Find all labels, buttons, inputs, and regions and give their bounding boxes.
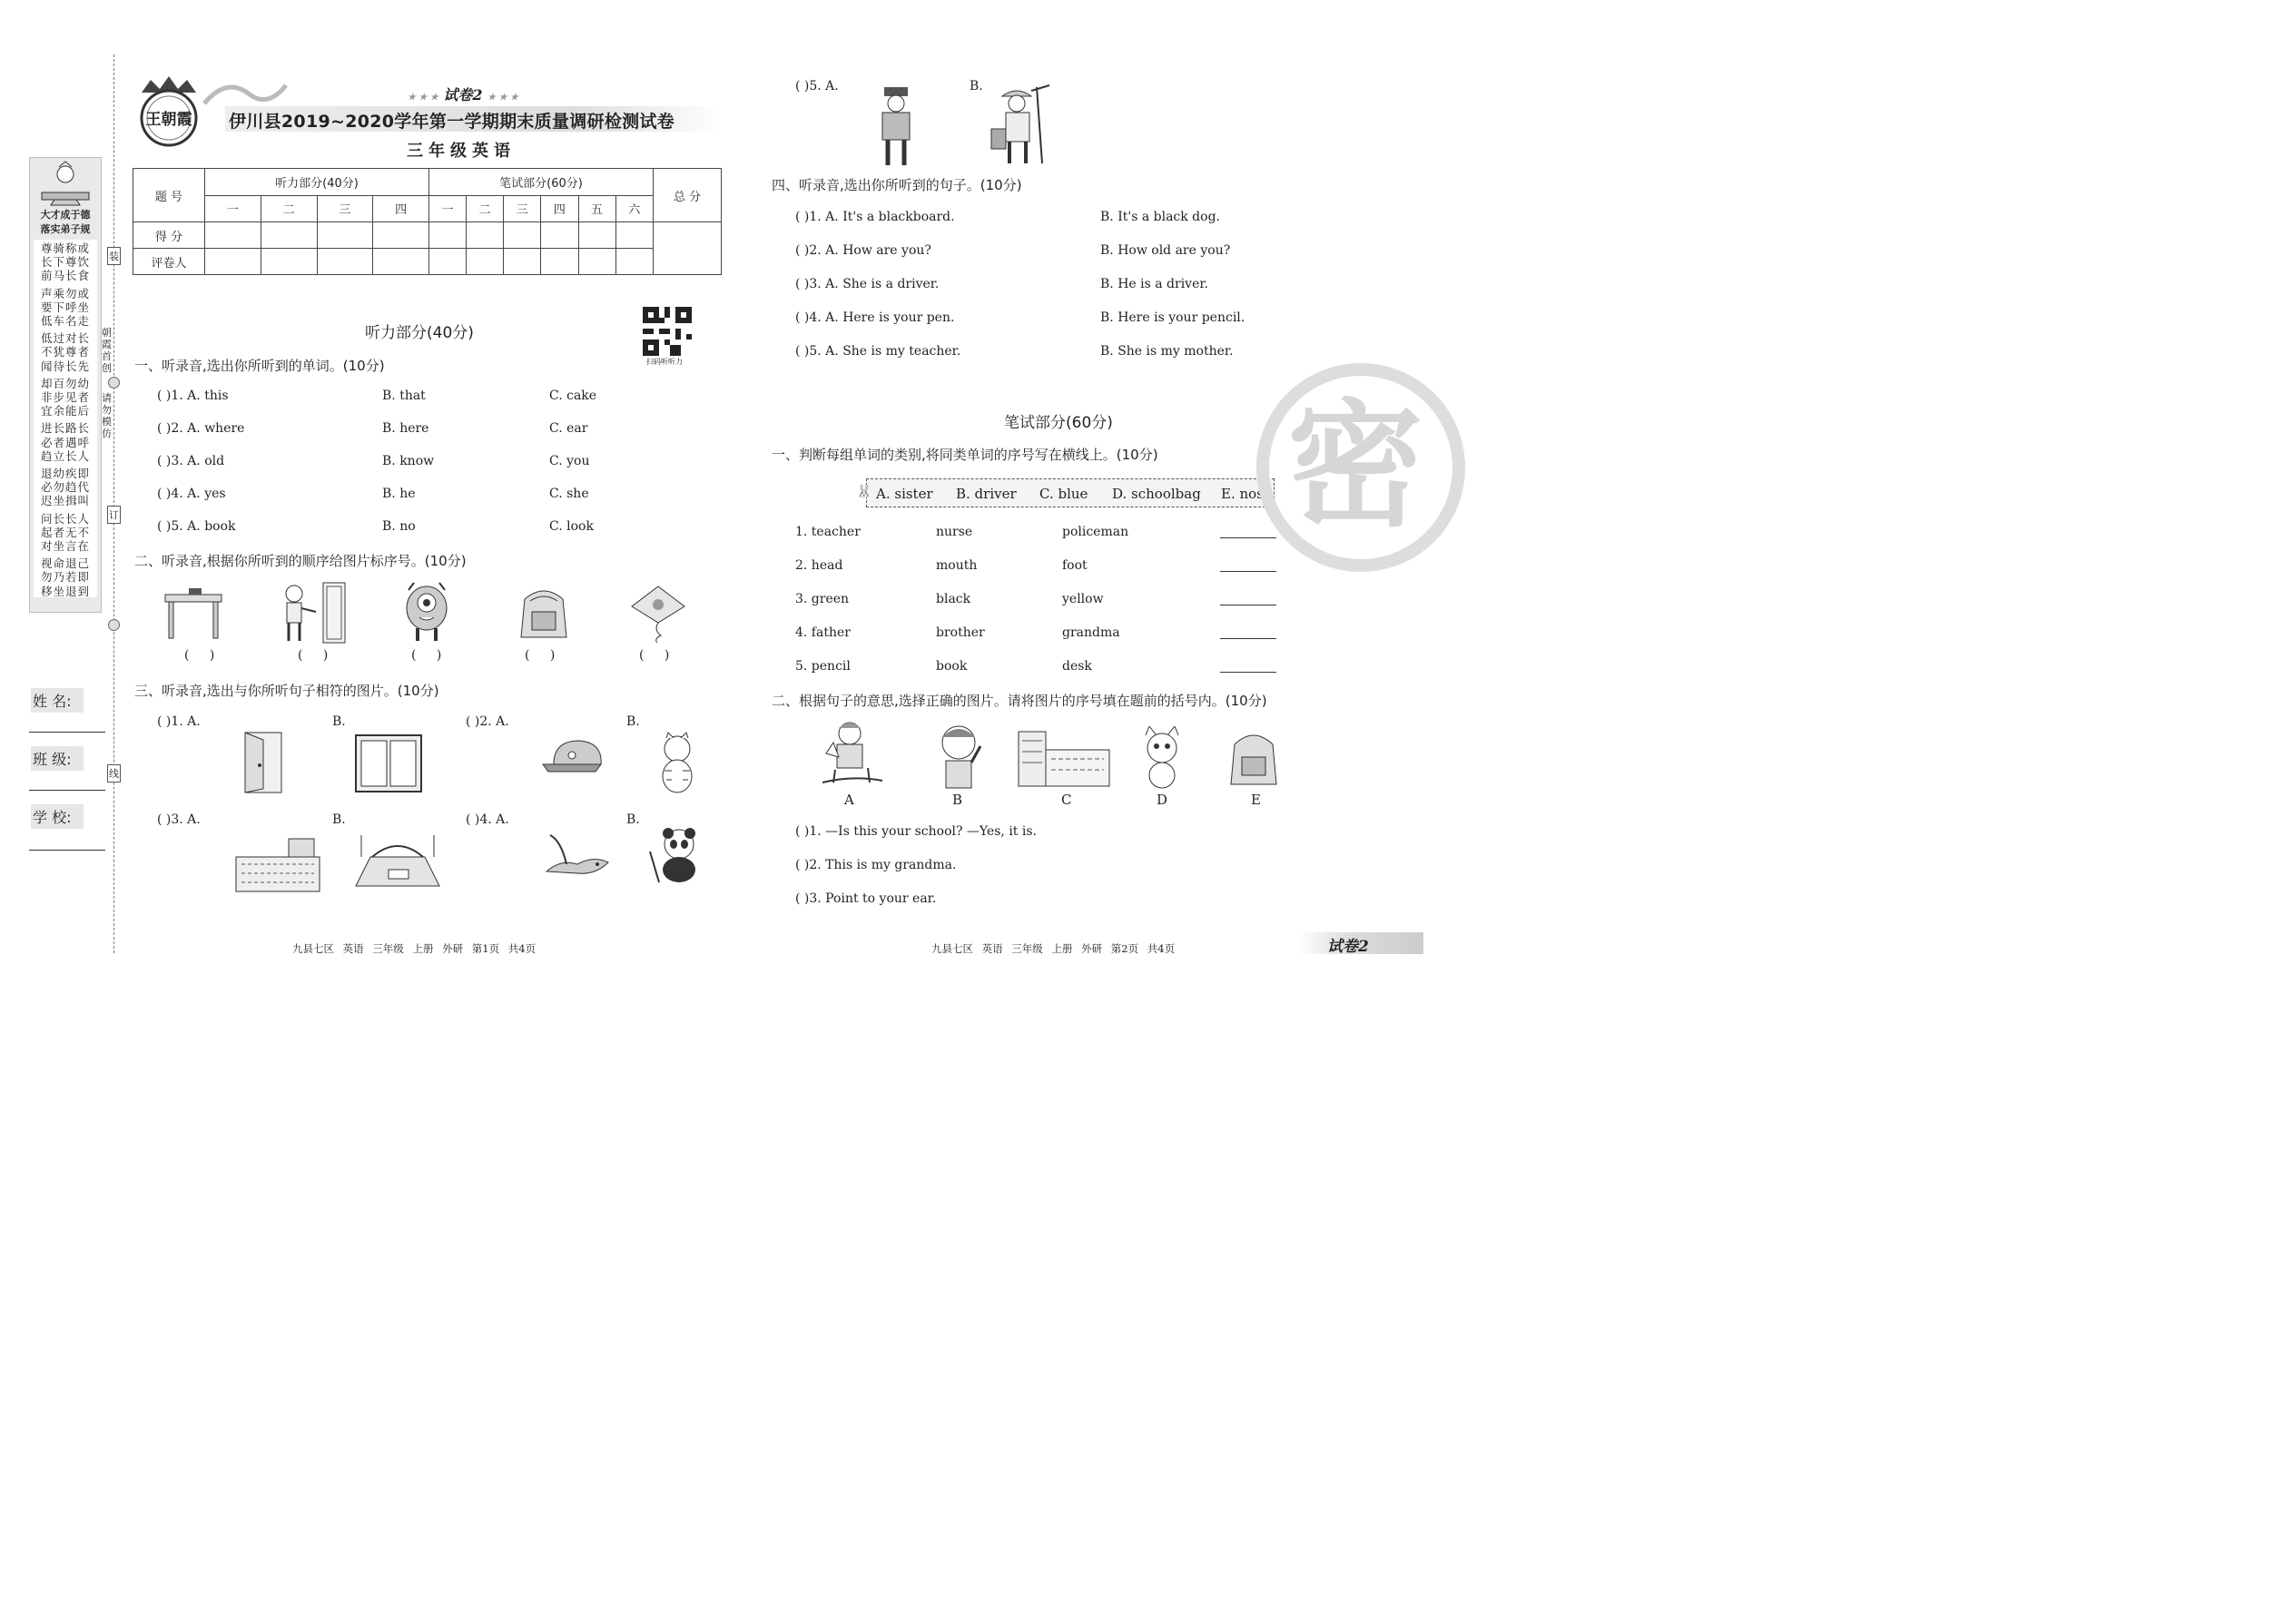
w1-answer-line[interactable] xyxy=(1220,571,1276,572)
w2-item: ( )1. —Is this your school? —Yes, it is. xyxy=(795,824,1037,839)
w2-item: ( )2. This is my grandma. xyxy=(795,858,957,872)
s3-q4: ( )4. A. xyxy=(466,812,509,827)
w1-answer-line[interactable] xyxy=(1220,672,1276,673)
poem-line: 趋立长人 xyxy=(40,448,90,463)
exam-subtitle: 三年级英语 xyxy=(407,142,516,161)
grader-row-label: 评卷人 xyxy=(133,249,205,275)
name-label: 姓 名: xyxy=(31,688,84,713)
boy-pointing-ear-icon xyxy=(930,721,988,790)
s4-option-b: B. He is a driver. xyxy=(1100,277,1208,291)
seal-word-3: 线 xyxy=(107,764,121,782)
tiger-icon xyxy=(650,731,704,796)
s4-option-a: ( )1. A. It's a blackboard. xyxy=(795,210,955,224)
s1-option-c: C. ear xyxy=(549,421,588,436)
listen-col: 四 xyxy=(373,195,429,222)
write-col: 三 xyxy=(504,195,541,222)
poem-line: 移坐退到 xyxy=(40,584,90,598)
w1-word: grandma xyxy=(1062,625,1120,640)
grader-cell[interactable] xyxy=(504,249,541,275)
grader-cell[interactable] xyxy=(429,249,467,275)
s1-question: ( )5. A. book xyxy=(157,519,236,534)
total-cell[interactable] xyxy=(654,222,722,275)
grader-cell[interactable] xyxy=(615,249,653,275)
monster-icon xyxy=(399,581,454,645)
s2-answer-paren[interactable]: ( ) xyxy=(184,648,215,663)
poem-line: 闻待长先 xyxy=(40,359,90,373)
poem-line: 低过对长 xyxy=(40,331,90,346)
w1-word: 2. head xyxy=(795,558,843,573)
w1-word: 1. teacher xyxy=(795,525,861,539)
pic-label: D xyxy=(1157,792,1168,808)
col-title: 题 号 xyxy=(133,169,205,222)
s1-option-b: B. no xyxy=(382,519,416,534)
scholar-icon xyxy=(31,160,100,207)
desk-icon xyxy=(162,586,225,640)
word-option: E. nose xyxy=(1221,486,1272,502)
s1-question: ( )2. A. where xyxy=(157,421,245,436)
logo-text: 王朝霞 xyxy=(145,111,192,129)
poem-line: 必者遇呼 xyxy=(40,435,90,449)
poem-line: 前马长食 xyxy=(40,269,90,283)
door-icon xyxy=(240,731,285,794)
score-cell[interactable] xyxy=(429,222,467,249)
cap-icon xyxy=(541,735,606,777)
s2-answer-paren[interactable]: ( ) xyxy=(525,648,556,663)
q5-b: B. xyxy=(970,79,983,94)
w1-word: 4. father xyxy=(795,625,851,640)
binding-line xyxy=(113,54,114,953)
motto-line-2: 落实弟子规 xyxy=(40,223,91,235)
poem-line: 不犹尊者 xyxy=(40,345,90,359)
word-option: D. schoolbag xyxy=(1112,486,1201,502)
vertical-note-1: 朝霞首创 xyxy=(102,327,112,374)
rabbit-icon: 🐰 xyxy=(856,485,872,499)
s1-option-c: C. she xyxy=(549,487,589,501)
window-icon xyxy=(354,733,423,793)
exam-title: 伊川县2019~2020学年第一学期期末质量调研检测试卷 xyxy=(229,112,675,132)
writing-header: 笔试部分(60分) xyxy=(429,169,654,196)
listen-col: 一 xyxy=(205,195,261,222)
poem-line: 勿乃若即 xyxy=(40,570,90,585)
s1-option-c: C. you xyxy=(549,454,590,468)
s3-q2-b: B. xyxy=(626,714,640,729)
grandma-rocking-chair-icon xyxy=(817,717,886,788)
w1-word: policeman xyxy=(1062,525,1129,539)
w1-word: mouth xyxy=(936,558,978,573)
listen-s2-title: 二、听录音,根据你所听到的顺序给图片标序号。(10分) xyxy=(134,553,467,569)
listen-s1-title: 一、听录音,选出你所听到的单词。(10分) xyxy=(134,358,385,374)
grader-cell[interactable] xyxy=(467,249,504,275)
school-field[interactable] xyxy=(29,850,105,851)
class-label: 班 级: xyxy=(31,746,84,771)
confidential-stamp xyxy=(1256,363,1465,572)
schoolbag-icon xyxy=(1222,726,1285,790)
writing-heading: 笔试部分(60分) xyxy=(1004,414,1113,432)
word-option: B. driver xyxy=(956,486,1017,502)
w1-word: brother xyxy=(936,625,985,640)
word-bank-box xyxy=(856,478,1275,507)
score-cell[interactable] xyxy=(205,222,261,249)
poem-line: 迟坐揖叫 xyxy=(40,494,90,508)
s3-q2: ( )2. A. xyxy=(466,714,509,729)
write-col: 四 xyxy=(541,195,578,222)
s3-q3-b: B. xyxy=(332,812,346,827)
sidebar-motto-card xyxy=(29,157,102,613)
kite-icon xyxy=(626,583,690,643)
poem-line: 低车名走 xyxy=(40,314,90,329)
seal-word-2: 订 xyxy=(107,506,121,524)
school-icon xyxy=(1015,726,1115,790)
grader-cell[interactable] xyxy=(317,249,373,275)
s2-answer-paren[interactable]: ( ) xyxy=(639,648,670,663)
score-cell[interactable] xyxy=(317,222,373,249)
school-label: 学 校: xyxy=(31,804,84,829)
qr-caption: 扫码听听力 xyxy=(646,358,683,366)
w1-word: 3. green xyxy=(795,592,850,606)
write-s1-title: 一、判断每组单词的类别,将同类单词的序号写在横线上。(10分) xyxy=(772,447,1158,463)
s1-option-b: B. that xyxy=(382,389,426,403)
brand-logo xyxy=(133,74,205,147)
schoolbag-icon xyxy=(512,583,576,643)
score-cell[interactable] xyxy=(541,222,578,249)
page-footer-left: 九县七区 英语 三年级 上册 外研 第1页 共4页 xyxy=(292,942,537,955)
s3-q4-b: B. xyxy=(626,812,640,827)
s4-option-a: ( )2. A. How are you? xyxy=(795,243,931,258)
s4-option-b: B. She is my mother. xyxy=(1100,344,1234,359)
s1-option-b: B. here xyxy=(382,421,429,436)
poem-line: 要下呼坐 xyxy=(40,300,90,314)
s2-answer-paren[interactable]: ( ) xyxy=(411,648,442,663)
smiley-icon xyxy=(108,377,120,389)
class-field[interactable] xyxy=(29,790,105,791)
cat-icon xyxy=(1135,726,1189,790)
poem-line: 视命退己 xyxy=(40,556,90,571)
s1-question: ( )1. A. this xyxy=(157,389,229,403)
w1-word: black xyxy=(936,592,971,606)
s4-option-a: ( )5. A. She is my teacher. xyxy=(795,344,961,359)
w1-word: yellow xyxy=(1062,592,1104,606)
w1-word: nurse xyxy=(936,525,973,539)
w1-word: desk xyxy=(1062,659,1092,674)
s4-option-b: B. How old are you? xyxy=(1100,243,1231,258)
grader-cell[interactable] xyxy=(541,249,578,275)
write-col: 六 xyxy=(615,195,653,222)
grader-cell[interactable] xyxy=(205,249,261,275)
smiley-icon xyxy=(108,619,120,631)
s1-option-b: B. know xyxy=(382,454,435,468)
score-cell[interactable] xyxy=(504,222,541,249)
poem-line: 却百勿幼 xyxy=(40,376,90,390)
w1-word: foot xyxy=(1062,558,1088,573)
s1-option-c: C. look xyxy=(549,519,594,534)
w1-answer-line[interactable] xyxy=(1220,537,1276,538)
poem-line: 进长路长 xyxy=(40,421,90,436)
write-col: 五 xyxy=(578,195,615,222)
s4-option-b: B. It's a black dog. xyxy=(1100,210,1220,224)
pic-label: C xyxy=(1061,792,1072,808)
listen-s4-title: 四、听录音,选出你所听到的句子。(10分) xyxy=(772,177,1022,193)
listen-s3-title: 三、听录音,选出与你所听句子相符的图片。(10分) xyxy=(134,683,439,699)
poem-line: 声乘勿或 xyxy=(40,286,90,300)
s1-option-b: B. he xyxy=(382,487,416,501)
write-s2-title: 二、根据句子的意思,选择正确的图片。请将图片的序号填在题前的括号内。(10分) xyxy=(772,693,1267,709)
s3-q3: ( )3. A. xyxy=(157,812,201,827)
paper-badge: ★ ★ ★ 试卷2 ★ ★ ★ xyxy=(407,86,518,103)
footer-badge: 试卷2 xyxy=(1327,938,1369,956)
score-cell[interactable] xyxy=(467,222,504,249)
s4-option-a: ( )3. A. She is a driver. xyxy=(795,277,940,291)
poem-line: 问长长人 xyxy=(40,511,90,526)
score-table xyxy=(133,168,722,275)
w2-item: ( )3. Point to your ear. xyxy=(795,891,937,906)
qr-code-icon[interactable] xyxy=(643,307,692,356)
write-col: 一 xyxy=(429,195,467,222)
poem-line: 宜余能后 xyxy=(40,404,90,418)
pic-label: B xyxy=(952,792,963,808)
motto-line-1: 大才成于德 xyxy=(40,209,91,221)
s1-question: ( )3. A. old xyxy=(157,454,225,468)
w1-word: 5. pencil xyxy=(795,659,851,674)
q5-a: ( )5. A. xyxy=(795,79,839,94)
s3-q1-b: B. xyxy=(332,714,346,729)
poem-line: 长下尊饮 xyxy=(40,255,90,270)
poem-grid xyxy=(34,240,97,597)
grader-cell[interactable] xyxy=(373,249,429,275)
word-option: C. blue xyxy=(1039,486,1088,502)
listening-heading: 听力部分(40分) xyxy=(365,324,474,342)
poem-line: 起者无不 xyxy=(40,525,90,539)
score-cell[interactable] xyxy=(578,222,615,249)
total-header: 总 分 xyxy=(654,169,722,222)
poem-line: 非步见者 xyxy=(40,390,90,405)
s1-option-c: C. cake xyxy=(549,389,597,403)
score-cell[interactable] xyxy=(261,222,317,249)
listen-col: 二 xyxy=(261,195,317,222)
w1-word: book xyxy=(936,659,968,674)
vertical-note-2: 请勿模仿 xyxy=(102,392,112,439)
pic-label: A xyxy=(844,792,854,808)
school-building-icon xyxy=(232,835,323,893)
score-cell[interactable] xyxy=(615,222,653,249)
write-col: 二 xyxy=(467,195,504,222)
s3-q1: ( )1. A. xyxy=(157,714,201,729)
farmer-icon xyxy=(986,84,1060,167)
panda-icon xyxy=(646,824,704,884)
word-option: A. sister xyxy=(876,486,933,502)
grader-cell[interactable] xyxy=(578,249,615,275)
grader-cell[interactable] xyxy=(261,249,317,275)
listening-header: 听力部分(40分) xyxy=(205,169,429,196)
page-footer-right: 九县七区 英语 三年级 上册 外研 第2页 共4页 xyxy=(931,942,1176,955)
score-cell[interactable] xyxy=(373,222,429,249)
boy-at-door-icon xyxy=(276,581,349,645)
listen-col: 三 xyxy=(317,195,373,222)
name-field[interactable] xyxy=(29,732,105,733)
score-row-label: 得 分 xyxy=(133,222,205,249)
poem-line: 退幼疾即 xyxy=(40,467,90,481)
policeman-icon xyxy=(873,85,919,167)
seal-word-1: 装 xyxy=(107,247,121,265)
poem-line: 尊骑称或 xyxy=(40,241,90,255)
s4-option-b: B. Here is your pencil. xyxy=(1100,310,1245,325)
poem-line: 对坐言在 xyxy=(40,539,90,554)
w1-answer-line[interactable] xyxy=(1220,638,1276,639)
s4-option-a: ( )4. A. Here is your pen. xyxy=(795,310,955,325)
bird-icon xyxy=(543,832,612,882)
s2-answer-paren[interactable]: ( ) xyxy=(298,648,329,663)
s1-question: ( )4. A. yes xyxy=(157,487,226,501)
paper-badge-label: 试卷2 xyxy=(443,86,483,103)
poem-line: 必勿趋代 xyxy=(40,480,90,495)
stamp-glyph: 密 xyxy=(1287,388,1424,546)
zoo-gate-icon xyxy=(352,830,443,893)
pic-label: E xyxy=(1251,792,1261,808)
